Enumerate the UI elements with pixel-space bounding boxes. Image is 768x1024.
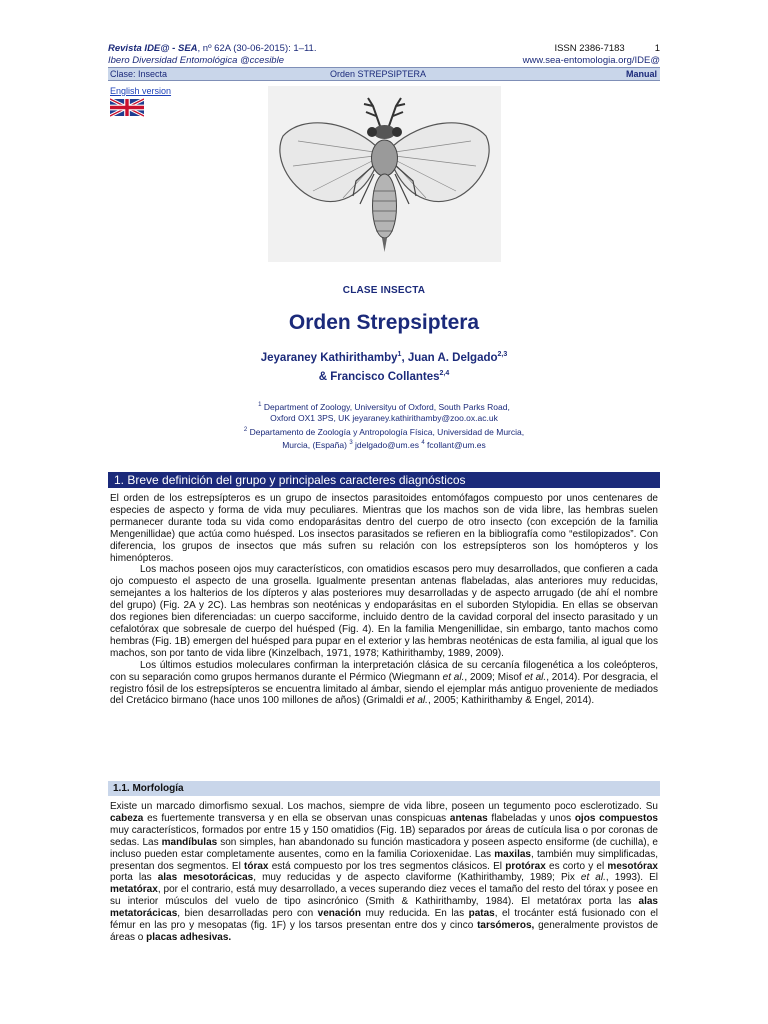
journal-subtitle: Ibero Diversidad Entomológica @ccesible — [108, 55, 284, 66]
author-3: & Francisco Collantes — [318, 370, 440, 383]
affiliations: $^1$ Department of Zoology, Universityu of Oxford, South Parks Road, Oxford OX1 3PS, UK jeyaraney.kathirithamby@zoo.ox.ac.uk $^2$ Departamento de Zoología y Antropología Física, Universidad de Murcia, Murcia, (España) $^3$ jdelgado@um.es $^4$ fcollant@um.es — [243, 401, 525, 450]
page-number: 1 — [654, 43, 660, 54]
section-1-1-heading: 1.1. Morfología — [108, 781, 660, 796]
author-1-sup: 1 — [397, 351, 402, 358]
affil-2-line-1: Departamento de Zoología y Antropología Física, Universidad de Murcia, — [249, 426, 525, 437]
paragraph: El orden de los estrepsípteros es un grupo de insectos parasitoides entomófagos compuesto por unos centenares de especies de aspecto y forma de vida muy peculiares. Mientras que los machos son de vida libre, las hembras suelen permanecer durante toda su vida como endoparásitas dentro del cuerpo de otro insecto (con excepción de la familia Mengenillidae) que actúa como huésped. Los insectos parasitados se refieren en la bibliografía como “estilopizados”. Con diferencia, los grupos de insectos que más sufren su relación con los estrepsípteros son los homópteros y los himenópteros. — [110, 493, 658, 564]
strepsiptera-illustration — [268, 86, 501, 262]
running-header — [108, 43, 660, 67]
journal-citation — [108, 43, 316, 55]
issn: ISSN 2386-7183 — [554, 43, 625, 54]
paragraph: Los machos poseen ojos muy característicos, con omatidios escasos pero muy desarrollados, que confieren a cada ojo compuesto el aspecto de una grosella. Igualmente presentan antenas flabeladas, alas anteriores muy reducidas, semejantes a los halterios de los dípteros y alas posteriores muy desarrolladas y de aspecto arrugado (de ahí el nombre del grupo) (Fig. 2A y 2C). Las hembras son neoténicas y endoparásitas en el suborden Stylopidia. En ellas se observan dos regiones bien diferenciadas: un cuerpo sacciforme, incluido dentro de la cavidad corporal del insecto parasitado y un cefalotórax que sobresale de cuerpo del huésped (Fig. 4). En la familia Mengenillidae, sin embargo, tanto machos como hembras (Fig. 1B) emergen del huésped para pupar en el exterior y las hembras neoténicas de esta familia, al igual que los machos, son por tanto de vida libre (Kinzelbach, 1971, 1978; Kathirithamby, 1989, 2009). — [110, 564, 658, 659]
header-bar-manual: Manual — [625, 69, 657, 79]
author-3-sup: 2,4 — [439, 369, 450, 377]
paragraph: Los últimos estudios moleculares confirman la interpretación clásica de su cercanía filogenética a los coleópteros, con su separación como grupos hermanos durante el Pérmico (Wiegmann et al., 2009; Misof et al., 2014). Por desgracia, el registro fósil de los estrepsípteros se encuentra limitado al ámbar, siendo el ejemplar más antiguo proveniente de mediados del Cretácico birmano (hace unos 100 millones de años) (Grimaldi et al., 2005; Kathirithamby & Engel, 2014). — [110, 659, 659, 707]
section-1-heading: 1. Breve definición del grupo y principales caracteres diagnósticos — [108, 472, 660, 488]
clase-heading: CLASE INSECTA — [342, 285, 426, 296]
email-collantes[interactable]: fcollant@um.es — [427, 439, 486, 450]
journal-issue: , nº 62A (30-06-2015): 1–11. — [197, 43, 317, 54]
page-title: Orden Strepsiptera — [288, 311, 480, 334]
email-delgado[interactable]: jdelgado@um.es — [355, 439, 419, 450]
affil-1-line-1: Department of Zoology, Universityu of Oxford, South Parks Road, — [263, 401, 510, 412]
affil-2-line-2: Murcia, (España) — [282, 439, 347, 450]
affil-1-line-2: Oxford OX1 3PS, UK jeyaraney.kathirithamby@zoo.ox.ac.uk — [270, 413, 498, 424]
uk-flag-icon[interactable] — [110, 98, 144, 117]
authors — [0, 347, 768, 385]
paragraph: Existe un marcado dimorfismo sexual. Los machos, siempre de vida libre, poseen un tegumento poco esclerotizado. Su cabeza es fuertemente transversa y en ella se observan unas conspicuas antenas flabeladas y unos ojos compuestos muy característicos, formados por entre 15 y 150 omatidios (Fig. 1B) separados por áreas de cutícula lisa o por coronas de sedas. Las mandíbulas son simples, han abandonado su función masticadora y poseen aspecto ensiforme (de cuchilla), e incluso pueden estar completamente ausentes, como en la familia Corioxenidae. Las maxilas, también muy simplificadas, presentan dos segmentos. El tórax está compuesto por los tres segmentos clásicos. El protórax es corto y el mesotórax porta las alas mesotorácicas, muy reducidas y de aspecto claviforme (Kathirithamby, 1989; Pix et al., 1993). El metatórax, por el contrario, está muy desarrollado, a veces superando diez veces el tamaño del resto del tórax y posee en su interior músculos del vuelo de tipo asincrónico (Smith & Kathirithamby, 1984). El metatórax porta las alas metatorácicas, bien desarrolladas pero con venación muy reducida. En las patas, el trocánter está fusionado con el fémur en las pro y mesopatas (fig. 1F) y los tarsos presentan entre dos y cinco tarsómeros, generalmente provistos de áreas o placas adhesivas. — [110, 801, 659, 943]
english-version-link[interactable]: English version — [110, 86, 172, 96]
section-1-1-body — [110, 801, 658, 944]
author-2-sup: 2,3 — [497, 351, 508, 358]
journal-name: Revista IDE@ - SEA — [108, 43, 198, 54]
insect-drawing — [268, 86, 501, 262]
issn-block — [554, 43, 660, 55]
website-link[interactable]: www.sea-entomologia.org/IDE@ — [522, 55, 660, 66]
author-2: , Juan A. Delgado — [401, 351, 498, 364]
header-bar-orden: Orden STREPSIPTERA — [330, 69, 427, 79]
section-1-body — [110, 493, 658, 707]
header-bar-clase: Clase: Insecta — [110, 69, 168, 79]
author-1: Jeyaraney Kathirithamby — [260, 351, 398, 364]
header-bar — [108, 67, 660, 81]
